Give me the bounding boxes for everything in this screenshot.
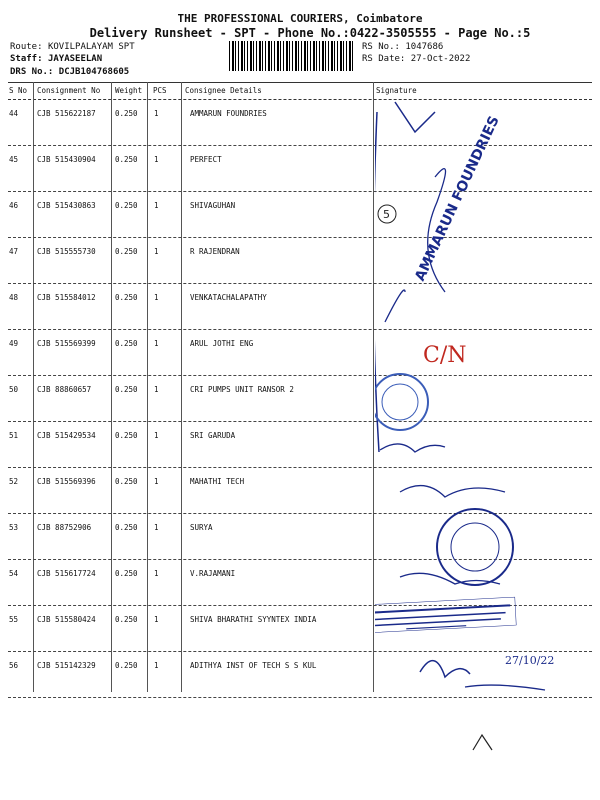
route-value: KOVILPALAYAM SPT — [47, 42, 135, 52]
row-weight: 0.250 — [115, 615, 138, 624]
row-consignee: VENKATACHALAPATHY — [190, 293, 267, 302]
row-weight: 0.250 — [115, 293, 138, 302]
rs-no-value: 1047686 — [405, 42, 444, 52]
row-consignee: SHIVA BHARATHI SYYNTEX INDIA — [190, 615, 317, 624]
row-pcs: 1 — [154, 339, 159, 348]
address-stamp-icon — [375, 597, 516, 634]
row-consignee: SRI GARUDA — [190, 431, 236, 440]
row-consignment: CJB 515142329 — [37, 661, 96, 670]
row-consignee: SURYA — [190, 523, 213, 532]
row-consignee: SHIVAGUHAN — [190, 201, 236, 210]
row-consignment: CJB 515555730 — [37, 247, 96, 256]
row-weight: 0.250 — [115, 339, 138, 348]
row-consignment: CJB 515430904 — [37, 155, 96, 164]
row-consignee: CRI PUMPS UNIT RANSOR 2 — [190, 385, 294, 394]
row-sno: 48 — [9, 293, 19, 302]
row-weight: 0.250 — [115, 523, 138, 532]
staff-line — [10, 54, 102, 64]
col-consignment: Consignment No — [37, 86, 101, 95]
row-consignee: MAHATHI TECH — [190, 477, 245, 486]
rs-date-value: 27-Oct-2022 — [410, 54, 471, 64]
row-pcs: 1 — [154, 431, 159, 440]
row-consignee: R RAJENDRAN — [190, 247, 240, 256]
row-pcs: 1 — [154, 615, 159, 624]
round-stamp-icon — [375, 374, 428, 430]
row-weight: 0.250 — [115, 431, 138, 440]
row-sno: 53 — [9, 523, 19, 532]
row-consignment: CJB 515569399 — [37, 339, 96, 348]
signature-scribble-icon — [420, 661, 470, 677]
row-weight: 0.250 — [115, 661, 138, 670]
row-consignment: CJB 515429534 — [37, 431, 96, 440]
col-pcs: PCS — [153, 86, 167, 95]
signature-scribble-icon — [395, 102, 435, 132]
company-title: THE PROFESSIONAL COURIERS, Coimbatore — [177, 12, 423, 25]
row-sno: 54 — [9, 569, 19, 578]
row-sno: 46 — [9, 201, 19, 210]
row-sno: 44 — [9, 109, 19, 118]
row-weight: 0.250 — [115, 385, 138, 394]
row-sno: 45 — [9, 155, 19, 164]
row-consignee: ARUL JOTHI ENG — [190, 339, 254, 348]
route-line — [10, 42, 135, 52]
signature-scribble-icon — [385, 290, 405, 322]
row-consignment: CJB 88752906 — [37, 523, 92, 532]
row-pcs: 1 — [154, 201, 159, 210]
runsheet-title: Delivery Runsheet - SPT - Phone No.:0422-3505555 - Page No.:5 — [89, 26, 531, 40]
drs-line — [10, 67, 129, 77]
rs-no-label: RS No.: — [362, 42, 400, 52]
row-pcs: 1 — [154, 569, 159, 578]
barcode — [229, 41, 355, 71]
row-consignment: CJB 515622187 — [37, 109, 96, 118]
row-mark: 5 — [383, 208, 390, 221]
row-consignment: CJB 515580424 — [37, 615, 96, 624]
row-sno: 55 — [9, 615, 19, 624]
row-consignee: ADITHYA INST OF TECH S S KUL — [190, 661, 317, 670]
rs-date-label: RS Date: — [362, 54, 406, 64]
row-pcs: 1 — [154, 155, 159, 164]
row-sno: 52 — [9, 477, 19, 486]
row-consignment: CJB 515584012 — [37, 293, 96, 302]
delivery-date-note: 27/10/22 — [505, 654, 555, 667]
row-weight: 0.250 — [115, 477, 138, 486]
row-pcs: 1 — [154, 661, 159, 670]
row-weight: 0.250 — [115, 569, 138, 578]
row-pcs: 1 — [154, 523, 159, 532]
signature-area — [375, 92, 600, 692]
staff-label: Staff: — [10, 54, 43, 64]
row-consignee: PERFECT — [190, 155, 222, 164]
drs-label: DRS No.: — [10, 67, 54, 77]
ink-bracket-icon — [375, 112, 379, 452]
row-weight: 0.250 — [115, 247, 138, 256]
row-sno: 50 — [9, 385, 19, 394]
route-label: Route: — [10, 42, 43, 52]
rs-date-line — [362, 54, 470, 64]
row-consignment: CJB 515569396 — [37, 477, 96, 486]
pen-mark-icon — [468, 730, 498, 755]
foundries-stamp: AMMARUN FOUNDRIES — [412, 113, 503, 284]
row-weight: 0.250 — [115, 109, 138, 118]
col-weight: Weight — [115, 86, 143, 95]
row-pcs: 1 — [154, 247, 159, 256]
col-sno: S No — [9, 86, 28, 95]
row-sno: 49 — [9, 339, 19, 348]
row-consignment: CJB 88860657 — [37, 385, 92, 394]
row-sno: 47 — [9, 247, 19, 256]
col-signature: Signature — [376, 86, 417, 95]
round-stamp-icon — [437, 509, 513, 585]
rs-no-line — [362, 42, 443, 52]
row-weight: 0.250 — [115, 201, 138, 210]
row-consignment: CJB 515430863 — [37, 201, 96, 210]
row-consignee: V.RAJAMANI — [190, 569, 236, 578]
signature-scribble-icon — [400, 486, 505, 497]
row-pcs: 1 — [154, 109, 159, 118]
row-sno: 56 — [9, 661, 19, 670]
signature-scribble-icon — [380, 444, 445, 452]
drs-value: DCJB104768605 — [58, 67, 130, 77]
staff-value: JAYASEELAN — [47, 54, 103, 64]
row-pcs: 1 — [154, 385, 159, 394]
cn-note: C/N — [423, 343, 467, 368]
row-pcs: 1 — [154, 477, 159, 486]
row-sno: 51 — [9, 431, 19, 440]
col-consignee: Consignee Details — [185, 86, 262, 95]
row-consignee: AMMARUN FOUNDRIES — [190, 109, 267, 118]
row-weight: 0.250 — [115, 155, 138, 164]
row-pcs: 1 — [154, 293, 159, 302]
row-consignment: CJB 515617724 — [37, 569, 96, 578]
